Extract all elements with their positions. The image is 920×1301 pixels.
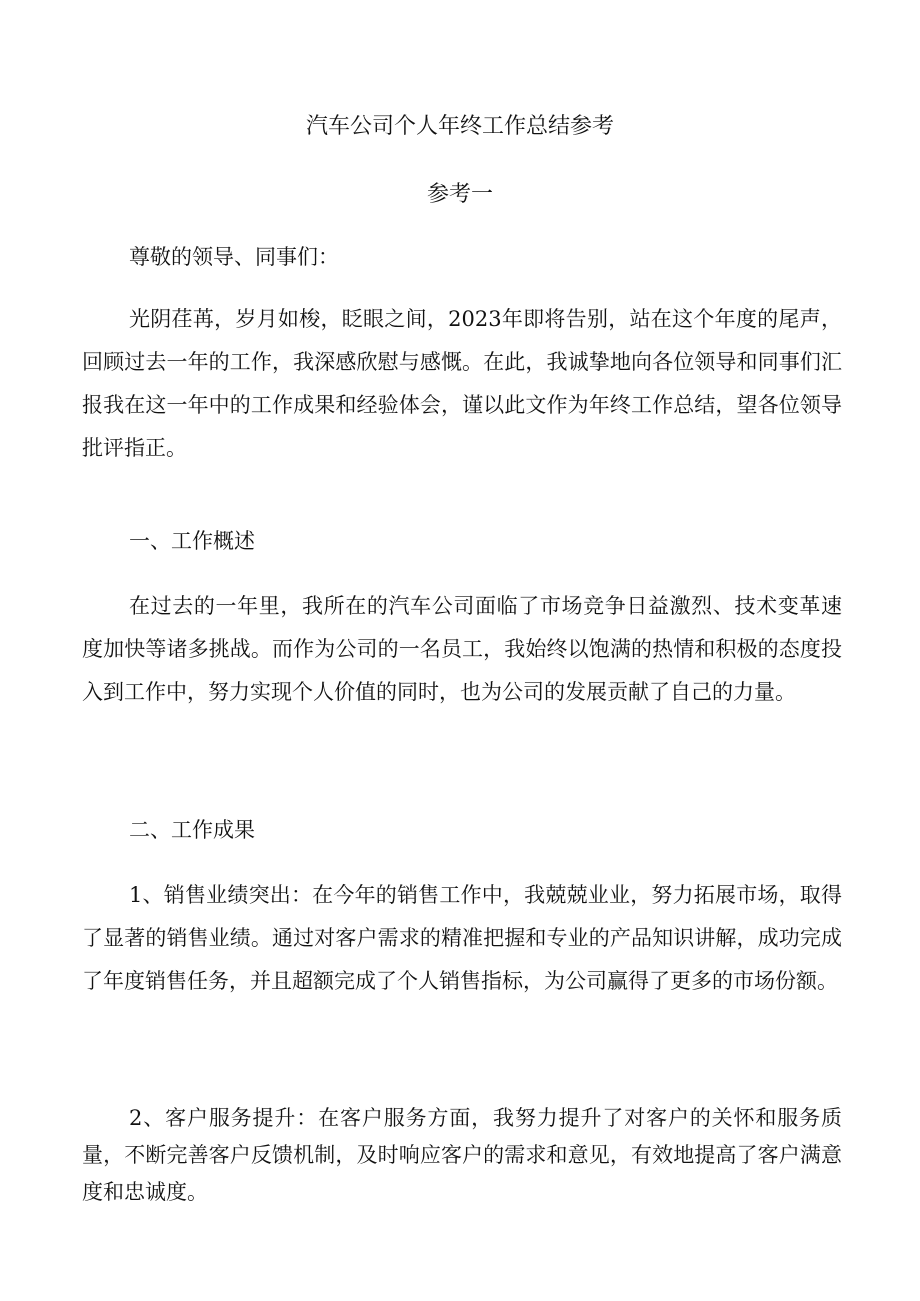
document-subtitle: 参考一 [426,182,493,207]
results-item-sales: 1、销售业绩突出：在今年的销售工作中，我兢兢业业，努力拓展市场，取得了显著的销售业绩。通过对客户需求的精准把握和专业的产品知识讲解，成功完成了年度销售任务，并且超额完成了个人销售指标，为公司赢得了更多的市场份额。 [82,883,842,993]
results-item-service: 2、客户服务提升：在客户服务方面，我努力提升了对客户的关怀和服务质量，不断完善客户反馈机制，及时响应客户的需求和意见，有效地提高了客户满意度和忠诚度。 [82,1106,842,1204]
intro-paragraph: 光阴荏苒，岁月如梭，眨眼之间，2023年即将告别，站在这个年度的尾声，回顾过去一年的工作，我深感欣慰与感慨。在此，我诚挚地向各位领导和同事们汇报我在这一年中的工作成果和经验体会，谨以此文作为年终工作总结，望各位领导批评指正。 [82,307,842,460]
greeting: 尊敬的领导、同事们： [129,245,339,269]
overview-paragraph: 在过去的一年里，我所在的汽车公司面临了市场竞争日益激烈、技术变革速度加快等诸多挑战。而作为公司的一名员工，我始终以饱满的热情和积极的态度投入到工作中，努力实现个人价值的同时，也为公司的发展贡献了自己的力量。 [82,594,842,704]
document-title: 汽车公司个人年终工作总结参考 [305,114,614,139]
section-heading-results: 二、工作成果 [129,818,255,842]
section-heading-overview: 一、工作概述 [129,529,255,553]
